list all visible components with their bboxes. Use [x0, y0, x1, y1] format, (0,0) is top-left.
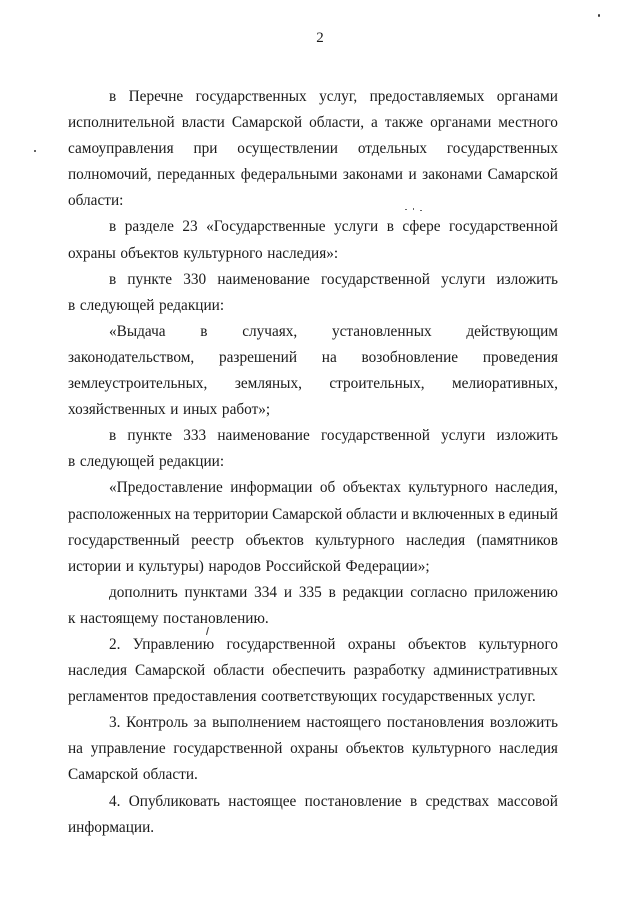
text-line: [68, 710, 558, 736]
text-line: [68, 162, 558, 188]
word: за: [193, 714, 207, 732]
text-line: [68, 397, 558, 423]
scan-speck: [598, 14, 600, 17]
text-line: [68, 502, 558, 528]
word: 23: [182, 218, 198, 236]
word: и: [400, 505, 409, 523]
text-line: [68, 371, 558, 397]
word: Федерации»;: [345, 557, 430, 575]
paragraph: [68, 319, 558, 423]
word: объектов: [120, 244, 179, 262]
word: объектов: [345, 740, 405, 758]
text-line: [68, 423, 558, 449]
word: государственных: [381, 688, 494, 706]
word: хозяйственных: [68, 401, 166, 419]
word: редакции: [342, 583, 404, 601]
word: объектов: [245, 531, 304, 549]
word: и: [125, 557, 134, 575]
word: органами: [496, 88, 558, 105]
word: регламентов: [68, 688, 149, 706]
word: местного: [498, 114, 558, 132]
word: Самарской: [272, 505, 343, 523]
word: мелиоративных,: [451, 375, 558, 393]
word: сфере: [402, 218, 441, 236]
word: Самарской: [231, 114, 303, 132]
word: услуги: [334, 218, 379, 236]
text-line: [68, 528, 558, 554]
word: осуществлении: [237, 140, 338, 158]
scan-speck: [405, 209, 407, 210]
word: наименование: [217, 270, 310, 288]
word: согласно: [410, 583, 468, 601]
word: пункте: [127, 427, 173, 445]
word: охраны: [290, 740, 338, 758]
word: органами: [430, 114, 492, 132]
word: редакции:: [159, 453, 225, 471]
word: отдельных: [357, 140, 428, 158]
word: в: [328, 583, 336, 601]
word: Самарской: [134, 662, 206, 680]
word: в: [200, 322, 208, 340]
word: государственной: [320, 270, 430, 288]
word: средствах: [425, 792, 490, 810]
word: земляных,: [234, 375, 302, 393]
word: области.: [142, 766, 198, 784]
word: государственных: [195, 88, 307, 105]
word: в: [109, 218, 117, 236]
word: в: [497, 505, 506, 523]
paragraph: [68, 423, 558, 475]
word: на: [321, 348, 337, 366]
word: области: [345, 505, 398, 523]
word: наследия: [406, 531, 466, 549]
word: государственной: [448, 218, 558, 236]
text-line: [68, 475, 558, 501]
word: народов: [208, 557, 261, 575]
word: государственных: [446, 140, 558, 158]
word: объектов: [407, 635, 467, 653]
word: предоставления: [152, 688, 257, 706]
word: проведения: [482, 348, 558, 366]
word: дополнить: [109, 583, 178, 601]
word: культурного: [315, 531, 395, 549]
word: информации.: [68, 818, 155, 836]
text-line: [68, 241, 558, 267]
text-line: [68, 345, 558, 371]
text-line: [68, 267, 558, 293]
word: Перечне: [128, 88, 184, 105]
word: наследия: [498, 740, 558, 758]
text-line: [68, 293, 558, 319]
paragraph: [68, 710, 558, 788]
word: наименование: [217, 427, 310, 445]
word: области,: [309, 114, 365, 132]
word: объектах: [342, 479, 401, 497]
word: 333: [183, 427, 207, 445]
scan-speck: [420, 210, 422, 211]
word: пунктами: [184, 583, 248, 601]
text-line: [68, 815, 558, 841]
word: культурного: [411, 740, 492, 758]
word: в: [109, 270, 117, 288]
word: культурного: [478, 635, 558, 653]
word: (памятников: [476, 531, 558, 549]
word: приложению: [474, 583, 558, 601]
word: «Предоставление: [109, 479, 223, 497]
word: Опубликовать: [128, 792, 221, 810]
word: государственной: [320, 427, 430, 445]
word: области: [213, 662, 265, 680]
word: охраны: [347, 635, 396, 653]
word: культурного: [183, 244, 263, 262]
text-line: [68, 84, 558, 110]
word: государственный: [68, 531, 180, 549]
word: 3.: [109, 714, 121, 732]
word: настоящему: [80, 609, 159, 627]
paragraph: [68, 475, 558, 579]
text-line: [68, 736, 558, 762]
text-line: [68, 658, 558, 684]
word: переданных: [157, 166, 236, 184]
text-line: [68, 762, 558, 788]
word: законами: [422, 166, 483, 184]
word: охраны: [68, 244, 116, 262]
text-line: [68, 789, 558, 815]
word: при: [193, 140, 218, 158]
word: об: [319, 479, 336, 497]
word: включенных: [412, 505, 495, 523]
text-line: [68, 188, 558, 214]
word: на: [68, 740, 83, 758]
word: Российской: [265, 557, 341, 575]
word: федеральными: [240, 166, 338, 184]
word: территории: [193, 505, 269, 523]
word: Самарской: [68, 766, 139, 784]
word: следующей: [79, 296, 155, 314]
word: реестр: [191, 531, 235, 549]
word: изложить: [496, 270, 558, 288]
paragraph: [68, 789, 558, 841]
text-line: [68, 110, 558, 136]
word: иных: [183, 401, 218, 419]
text-line: [68, 214, 558, 240]
word: законодательством,: [68, 348, 195, 366]
word: услуг.: [497, 688, 536, 706]
word: культуры): [138, 557, 204, 575]
word: истории: [68, 557, 122, 575]
word: редакции:: [159, 296, 225, 314]
word: расположенных: [68, 505, 172, 523]
word: действующим: [466, 322, 558, 340]
word: в: [68, 453, 76, 471]
text-line: [68, 319, 558, 345]
word: постановлению.: [163, 609, 269, 627]
word: возложить: [489, 714, 558, 732]
word: услуги: [441, 427, 486, 445]
scan-speck: [413, 208, 414, 210]
word: «Выдача: [109, 322, 166, 340]
word: разделе: [124, 218, 174, 236]
word: 4.: [109, 792, 121, 810]
text-line: [68, 136, 558, 162]
word: власти: [181, 114, 225, 132]
word: государственной: [173, 740, 283, 758]
word: 335: [298, 583, 322, 601]
paragraph: [68, 84, 558, 214]
word: возобновление: [361, 348, 459, 366]
word: самоуправления: [68, 140, 174, 158]
word: случаях,: [242, 322, 298, 340]
word: 334: [254, 583, 278, 601]
word: в: [109, 88, 117, 105]
paragraph: [68, 580, 558, 632]
scan-speck: [34, 150, 36, 152]
word: в: [409, 792, 418, 810]
text-line: [68, 606, 558, 632]
word: строительных,: [329, 375, 425, 393]
word: услуги: [441, 270, 486, 288]
word: культурного: [408, 479, 488, 497]
word: в: [386, 218, 394, 236]
word: услуг,: [319, 88, 358, 105]
text-line: [68, 554, 558, 580]
word: массовой: [497, 792, 558, 810]
word: предоставляемых: [369, 88, 485, 105]
word: также: [384, 114, 424, 132]
word: наследия,: [495, 479, 558, 497]
text-line: [68, 684, 558, 710]
word: государственной: [226, 635, 336, 653]
word: изложить: [496, 427, 558, 445]
word: работ»;: [221, 401, 271, 419]
word: пункте: [127, 270, 173, 288]
word: постановление: [304, 792, 402, 810]
word: выполнением: [212, 714, 301, 732]
text-line: [68, 632, 558, 658]
paragraph: [68, 632, 558, 710]
word: и: [170, 401, 179, 419]
word: соответствующих: [261, 688, 378, 706]
word: 330: [183, 270, 207, 288]
text-line: [68, 580, 558, 606]
word: исполнительной: [68, 114, 175, 132]
word: постановления: [386, 714, 485, 732]
paragraph: [68, 214, 558, 266]
word: информации: [230, 479, 313, 497]
word: Управлению: [132, 635, 215, 653]
word: в: [109, 427, 117, 445]
word: а: [371, 114, 378, 132]
word: настоящего: [306, 714, 382, 732]
word: в: [68, 296, 76, 314]
word: административных: [433, 662, 558, 680]
word: полномочий,: [68, 166, 152, 184]
word: разрешений: [218, 348, 298, 366]
word: единый: [508, 505, 558, 523]
text-line: [68, 449, 558, 475]
word: области:: [68, 192, 124, 210]
word: разработку: [353, 662, 426, 680]
word: Самарской: [487, 166, 558, 184]
word: следующей: [79, 453, 155, 471]
word: 2.: [109, 635, 121, 653]
word: настоящее: [228, 792, 297, 810]
word: «Государственные: [206, 218, 326, 236]
word: управление: [90, 740, 166, 758]
word: землеустроительных,: [68, 375, 208, 393]
word: и: [283, 583, 293, 601]
document-body: [68, 84, 558, 841]
word: обеспечить: [272, 662, 346, 680]
page-number: 2: [316, 30, 324, 46]
word: и: [408, 166, 417, 184]
word: наследия: [68, 662, 127, 680]
word: Контроль: [126, 714, 188, 732]
word: к: [68, 609, 76, 627]
word: законами: [342, 166, 403, 184]
word: наследия»:: [267, 244, 339, 262]
word: на: [174, 505, 190, 523]
word: установленных: [331, 322, 432, 340]
paragraph: [68, 267, 558, 319]
